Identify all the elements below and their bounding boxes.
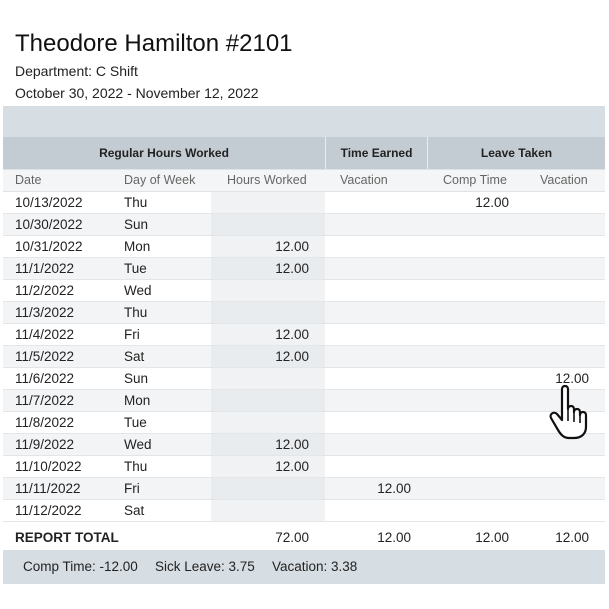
total-comp-time: 12.00 (475, 530, 509, 545)
cell-vacation-earned (325, 434, 411, 455)
cell-hours-worked (211, 214, 309, 235)
cell-vacation-taken (509, 258, 589, 279)
employee-name: Theodore Hamilton #2101 (15, 30, 293, 57)
table-row[interactable] (3, 192, 605, 214)
cell-day-of-week: Thu (124, 195, 148, 210)
cell-comp-time (428, 500, 509, 521)
total-vacation-earned: 12.00 (377, 530, 411, 545)
cell-vacation-taken (509, 214, 589, 235)
cell-vacation-earned (325, 500, 411, 521)
cell-day-of-week: Sun (124, 371, 149, 386)
cell-date: 11/4/2022 (15, 327, 75, 342)
cell-vacation-taken: 12.00 (555, 371, 589, 386)
group-leave-taken: Leave Taken (480, 146, 553, 160)
table-row[interactable] (3, 500, 605, 522)
col-day-of-week[interactable]: Day of Week (124, 173, 196, 187)
column-header-row (3, 170, 605, 192)
cell-vacation-taken (509, 236, 589, 257)
cell-comp-time (428, 368, 509, 389)
cell-comp-time (428, 302, 509, 323)
department-label: Department: C Shift (15, 63, 138, 79)
cell-vacation-earned (325, 192, 411, 213)
cell-date: 10/13/2022 (15, 195, 83, 210)
cell-comp-time (428, 236, 509, 257)
cell-comp-time (428, 214, 509, 235)
cell-vacation-earned (325, 236, 411, 257)
total-hours-worked: 72.00 (275, 530, 309, 545)
cell-comp-time (428, 324, 509, 345)
cell-vacation-earned (325, 258, 411, 279)
cell-comp-time (428, 280, 509, 301)
cell-vacation-earned (325, 302, 411, 323)
cell-hours-worked (211, 390, 309, 411)
cell-comp-time (428, 258, 509, 279)
cell-hours-worked (211, 478, 309, 499)
timesheet-table (3, 137, 605, 553)
hand-pointer-icon (548, 383, 596, 441)
cell-comp-time (428, 346, 509, 367)
cell-vacation-earned (325, 214, 411, 235)
cell-day-of-week: Fri (124, 481, 140, 496)
table-row[interactable] (3, 346, 605, 368)
col-hours-worked[interactable]: Hours Worked (227, 173, 307, 187)
cell-hours-worked: 12.00 (275, 261, 309, 276)
table-row[interactable] (3, 412, 605, 434)
cell-date: 11/12/2022 (15, 503, 82, 518)
cell-date: 11/11/2022 (15, 481, 81, 496)
table-row[interactable] (3, 236, 605, 258)
col-vacation-taken[interactable]: Vacation (540, 173, 588, 187)
cell-day-of-week: Thu (124, 305, 148, 320)
balance-sick-leave: Sick Leave: 3.75 (155, 559, 255, 574)
table-row[interactable] (3, 280, 605, 302)
column-group-header (3, 137, 605, 170)
col-date[interactable]: Date (15, 173, 42, 187)
cell-date: 11/7/2022 (15, 393, 75, 408)
cell-day-of-week: Mon (124, 239, 151, 254)
cell-vacation-taken (509, 192, 589, 213)
cell-vacation-taken (509, 280, 589, 301)
cell-comp-time (428, 456, 509, 477)
cell-date: 10/31/2022 (15, 239, 83, 254)
cell-hours-worked (211, 302, 309, 323)
cell-vacation-taken (509, 346, 589, 367)
cell-vacation-earned (325, 368, 411, 389)
cell-hours-worked (211, 280, 309, 301)
table-row[interactable] (3, 324, 605, 346)
cell-hours-worked (211, 368, 309, 389)
cell-vacation-earned (325, 412, 411, 433)
cell-hours-worked: 12.00 (275, 437, 309, 452)
cell-comp-time (428, 390, 509, 411)
cell-date: 11/9/2022 (15, 437, 75, 452)
col-vacation-earned[interactable]: Vacation (340, 173, 388, 187)
cell-vacation-taken (509, 478, 589, 499)
cell-date: 11/3/2022 (15, 305, 75, 320)
table-row[interactable] (3, 456, 605, 478)
cell-date: 11/8/2022 (15, 415, 75, 430)
cell-hours-worked (211, 192, 309, 213)
cell-day-of-week: Wed (124, 283, 152, 298)
cell-comp-time (428, 412, 509, 433)
cell-hours-worked (211, 500, 309, 521)
balance-vacation: Vacation: 3.38 (272, 559, 358, 574)
cell-day-of-week: Tue (124, 415, 147, 430)
report-total-row (3, 522, 605, 553)
cell-vacation-earned (325, 324, 411, 345)
cell-date: 11/6/2022 (15, 371, 75, 386)
cell-hours-worked: 12.00 (275, 349, 309, 364)
table-row[interactable] (3, 302, 605, 324)
cell-hours-worked: 12.00 (275, 459, 309, 474)
cell-vacation-earned (325, 456, 411, 477)
table-row[interactable] (3, 214, 605, 236)
cell-vacation-taken (509, 456, 589, 477)
cell-day-of-week: Sat (124, 503, 145, 518)
cell-date: 11/5/2022 (15, 349, 75, 364)
group-time-earned: Time Earned (340, 146, 413, 160)
cell-vacation-taken (509, 324, 589, 345)
cell-date: 10/30/2022 (15, 217, 83, 232)
cell-day-of-week: Tue (124, 261, 147, 276)
cell-date: 11/10/2022 (15, 459, 82, 474)
col-comp-time[interactable]: Comp Time (443, 173, 507, 187)
cell-day-of-week: Thu (124, 459, 148, 474)
cell-date: 11/1/2022 (15, 261, 75, 276)
pay-period-label: October 30, 2022 - November 12, 2022 (15, 85, 259, 101)
table-row[interactable] (3, 368, 605, 390)
cell-day-of-week: Mon (124, 393, 151, 408)
balances-footer (3, 550, 605, 584)
cell-vacation-earned (325, 280, 411, 301)
cell-hours-worked: 12.00 (275, 239, 309, 254)
balance-comp-time: Comp Time: -12.00 (23, 559, 138, 574)
cell-vacation-taken (509, 302, 589, 323)
cell-vacation-earned: 12.00 (377, 481, 411, 496)
group-regular-hours: Regular Hours Worked (99, 146, 229, 160)
table-body (3, 192, 605, 522)
table-row[interactable] (3, 390, 605, 412)
cell-day-of-week: Fri (124, 327, 140, 342)
cell-day-of-week: Wed (124, 437, 152, 452)
cell-comp-time (428, 478, 509, 499)
cell-hours-worked (211, 412, 309, 433)
table-row[interactable] (3, 434, 605, 456)
cell-comp-time (428, 434, 509, 455)
total-vacation-taken: 12.00 (555, 530, 589, 545)
cell-comp-time: 12.00 (475, 195, 509, 210)
cell-hours-worked: 12.00 (275, 327, 309, 342)
cell-day-of-week: Sat (124, 349, 145, 364)
cell-vacation-earned (325, 346, 411, 367)
report-header (15, 30, 293, 101)
cell-date: 11/2/2022 (15, 283, 75, 298)
cell-vacation-taken (509, 500, 589, 521)
cell-vacation-earned (325, 390, 411, 411)
report-total-label: REPORT TOTAL (15, 530, 119, 545)
cell-day-of-week: Sun (124, 217, 149, 232)
table-row[interactable] (3, 478, 605, 500)
table-toolbar-band (3, 106, 605, 137)
table-row[interactable] (3, 258, 605, 280)
